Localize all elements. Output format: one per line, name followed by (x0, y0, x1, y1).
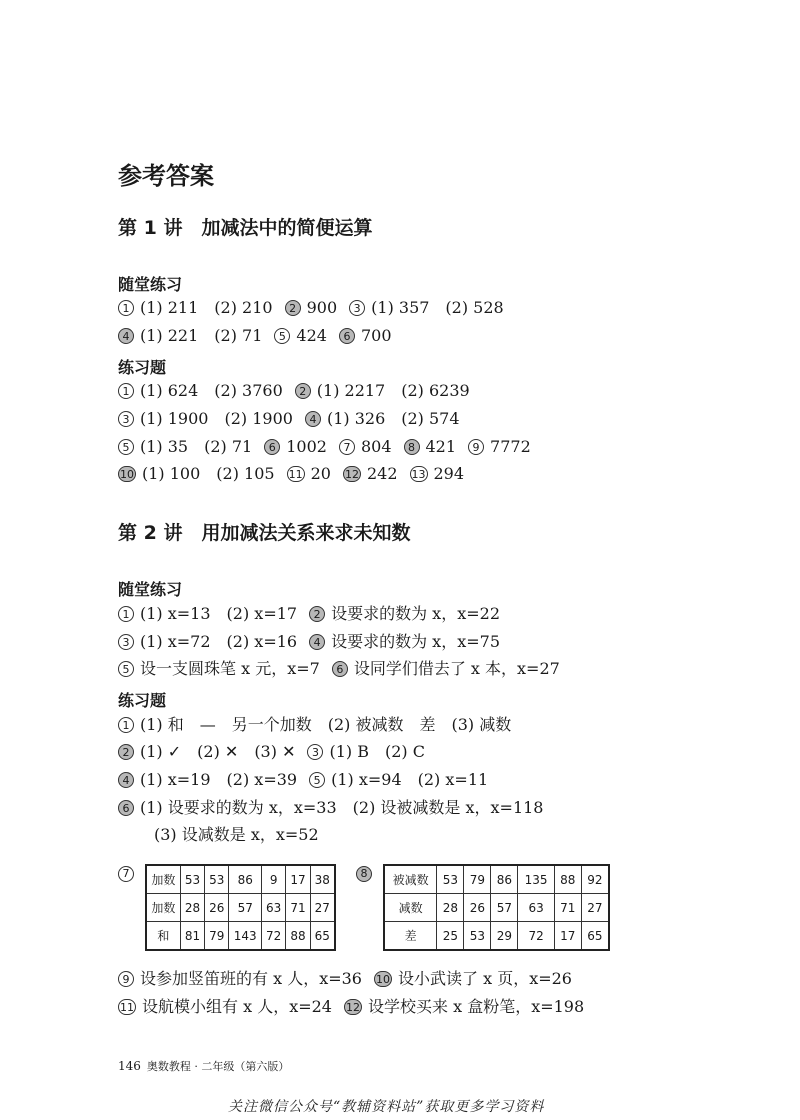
question-number: 5 (118, 439, 134, 455)
answer-item (374, 968, 572, 990)
question-number: 6 (118, 800, 134, 816)
answer-text: 设小武读了 x 页，x=26 (398, 969, 572, 988)
table-cell: 28 (180, 894, 204, 922)
answer-line (118, 769, 500, 791)
answer-text: 设同学们借去了 x 本，x=27 (353, 659, 560, 678)
table-cell: 63 (518, 894, 554, 922)
answer-text: 242 (366, 464, 398, 483)
lecture-1-title: 第 1 讲 加减法中的简便运算 (118, 217, 373, 239)
answer-text: 700 (360, 326, 392, 345)
answer-item (274, 325, 327, 347)
answer-text: 设一支圆珠笔 x 元，x=7 (140, 659, 320, 678)
question-number: 2 (309, 606, 325, 622)
answer-text: (1) 和 — 另一个加数 (2) 被减数 差 (3) 减数 (140, 715, 512, 734)
answer-text: 294 (433, 464, 465, 483)
table-cell: 57 (491, 894, 518, 922)
answer-item (118, 741, 295, 763)
answer-text: (1) 221 (2) 71 (140, 326, 263, 345)
table-cell: 38 (310, 865, 335, 894)
answer-line (118, 968, 584, 990)
lecture-2-title: 第 2 讲 用加减法关系来求未知数 (118, 522, 411, 544)
question-number: 5 (118, 661, 134, 677)
answer-text: (1) 设要求的数为 x，x=33 (2) 设被减数是 x，x=118 (140, 798, 544, 817)
answer-text: (1) 100 (2) 105 (142, 464, 275, 483)
table-cell: 86 (229, 865, 262, 894)
answer-line (118, 408, 472, 430)
row-header-cell: 减数 (384, 894, 437, 922)
answer-item (118, 797, 543, 819)
answer-line (118, 797, 555, 819)
question-number: 11 (288, 467, 303, 481)
table-row (146, 865, 335, 894)
answer-item (118, 769, 297, 791)
row-header-cell: 和 (146, 922, 180, 951)
answer-line (118, 996, 596, 1018)
question-number: 4 (118, 328, 134, 344)
page-title: 参考答案 (118, 162, 214, 190)
question-number: 3 (349, 300, 365, 316)
table-cell: 25 (437, 922, 464, 951)
answer-text: 设要求的数为 x，x=22 (331, 604, 500, 623)
answer-item (118, 968, 362, 990)
table-row (384, 922, 609, 951)
table-cell: 79 (464, 865, 491, 894)
question-number: 7 (118, 866, 134, 882)
table-7 (145, 864, 336, 951)
answer-line (118, 603, 512, 625)
answer-line (118, 297, 516, 319)
answer-text: 424 (296, 326, 327, 345)
answer-line (118, 658, 572, 680)
answer-item (343, 463, 398, 485)
question-number: 10 (120, 467, 134, 481)
table-cell: 79 (205, 922, 229, 951)
answer-line (118, 631, 512, 653)
table-7-number (118, 862, 140, 882)
answer-item (118, 436, 252, 458)
table-8-number (356, 862, 378, 882)
answer-item (118, 297, 273, 319)
table-cell: 28 (437, 894, 464, 922)
question-number: 6 (332, 661, 348, 677)
question-number: 12 (344, 467, 359, 481)
answer-item (339, 325, 392, 347)
table-cell: 88 (554, 865, 581, 894)
table-cell: 135 (518, 865, 554, 894)
table-row (384, 894, 609, 922)
answer-line (118, 741, 437, 763)
answer-text: 7772 (490, 437, 531, 456)
answer-text: (1) 357 (2) 528 (371, 298, 504, 317)
question-number: 5 (274, 328, 290, 344)
answer-item (264, 436, 327, 458)
question-number: 1 (118, 383, 134, 399)
question-number: 11 (120, 1000, 134, 1014)
answer-text: (1) 35 (2) 71 (140, 437, 253, 456)
table-cell: 53 (464, 922, 491, 951)
question-number: 12 (346, 1000, 360, 1014)
question-number: 4 (309, 634, 325, 650)
answer-item (339, 436, 392, 458)
table-cell: 53 (180, 865, 204, 894)
answer-item (118, 325, 262, 347)
question-number: 13 (411, 467, 426, 481)
question-number: 8 (404, 439, 420, 455)
table-cell: 86 (491, 865, 518, 894)
answer-item (332, 658, 560, 680)
table-cell: 92 (581, 865, 609, 894)
question-number: 2 (295, 383, 311, 399)
answer-text: 设航模小组有 x 人，x=24 (142, 997, 332, 1016)
answer-item (285, 297, 338, 319)
answer-item (309, 631, 500, 653)
question-number: 1 (118, 300, 134, 316)
answer-text: 804 (360, 437, 392, 456)
section-label: 练习题 (118, 358, 167, 377)
section-label: 随堂练习 (118, 580, 183, 599)
answer-item (118, 603, 297, 625)
page-number: 146 (118, 1059, 141, 1073)
table-cell: 81 (180, 922, 204, 951)
section-label: 练习题 (118, 691, 167, 710)
question-number: 3 (118, 411, 134, 427)
table-8 (383, 864, 610, 951)
question-number: 2 (118, 744, 134, 760)
question-number: 10 (376, 972, 390, 986)
answer-line (118, 325, 404, 347)
answer-text: 设要求的数为 x，x=75 (331, 632, 500, 651)
table-cell: 17 (554, 922, 581, 951)
table-cell: 53 (437, 865, 464, 894)
question-number: 9 (468, 439, 484, 455)
row-header-cell: 加数 (146, 865, 180, 894)
table-cell: 27 (310, 894, 335, 922)
answer-item (118, 631, 297, 653)
question-number: 1 (118, 606, 134, 622)
table-cell: 65 (581, 922, 609, 951)
page-footer (118, 1058, 289, 1074)
question-number: 7 (339, 439, 355, 455)
answer-text: (1) x=13 (2) x=17 (140, 604, 298, 623)
answer-item (305, 408, 460, 430)
table-cell: 71 (554, 894, 581, 922)
question-number: 3 (118, 634, 134, 650)
question-number: 5 (309, 772, 325, 788)
answer-item (118, 463, 275, 485)
table-cell: 17 (286, 865, 310, 894)
section-label: 随堂练习 (118, 275, 183, 294)
question-number: 2 (285, 300, 301, 316)
answer-line (118, 436, 543, 458)
answer-item (410, 463, 465, 485)
answer-text: (1) 326 (2) 574 (326, 409, 460, 428)
answer-item (309, 769, 488, 791)
table-cell: 72 (262, 922, 286, 951)
table-cell: 72 (518, 922, 554, 951)
table-cell: 71 (286, 894, 310, 922)
answer-line (118, 380, 482, 402)
row-header-cell: 差 (384, 922, 437, 951)
answer-item (307, 741, 425, 763)
answer-item (154, 824, 319, 846)
table-cell: 65 (310, 922, 335, 951)
answer-text: 1002 (286, 437, 327, 456)
answer-item (309, 603, 500, 625)
answer-line (118, 714, 523, 736)
answer-text: 421 (425, 437, 457, 456)
answer-item (404, 436, 457, 458)
table-cell: 26 (464, 894, 491, 922)
table-cell: 29 (491, 922, 518, 951)
answer-text: (1) 624 (2) 3760 (140, 381, 283, 400)
question-number: 4 (118, 772, 134, 788)
answer-text: 设参加竖笛班的有 x 人，x=36 (140, 969, 362, 988)
table-row (146, 922, 335, 951)
row-header-cell: 加数 (146, 894, 180, 922)
question-number: 1 (118, 717, 134, 733)
table-cell: 9 (262, 865, 286, 894)
answer-text: 20 (310, 464, 331, 483)
table-cell: 63 (262, 894, 286, 922)
row-header-cell: 被减数 (384, 865, 437, 894)
answer-item (118, 658, 320, 680)
answer-item (287, 463, 331, 485)
table-cell: 88 (286, 922, 310, 951)
question-number: 6 (339, 328, 355, 344)
table-cell: 143 (229, 922, 262, 951)
answer-item (349, 297, 504, 319)
answer-item (468, 436, 531, 458)
answer-item (344, 996, 584, 1018)
answer-text: 900 (306, 298, 338, 317)
answer-text: (1) x=19 (2) x=39 (140, 770, 298, 789)
answer-item (118, 408, 293, 430)
answer-item (118, 714, 511, 736)
answer-text: (1) 1900 (2) 1900 (140, 409, 293, 428)
table-row (384, 865, 609, 894)
book-title: 奥数教程 · 二年级（第六版） (146, 1060, 290, 1073)
answer-text: (1) x=72 (2) x=16 (140, 632, 298, 651)
answer-text: (1) 2217 (2) 6239 (316, 381, 470, 400)
answer-line (118, 463, 476, 485)
answer-item (118, 996, 332, 1018)
answer-text: (3) 设减数是 x，x=52 (154, 825, 319, 844)
table-row (146, 894, 335, 922)
table-cell: 57 (229, 894, 262, 922)
answer-line (154, 824, 331, 846)
watermark: 关注微信公众号“教辅资料站”获取更多学习资料 (228, 1099, 545, 1115)
answer-item (295, 380, 470, 402)
answer-text: (1) B (2) C (329, 742, 425, 761)
answer-text: (1) ✓ (2) ✕ (3) ✕ (140, 742, 296, 761)
answer-text: (1) 211 (2) 210 (140, 298, 273, 317)
answer-text: 设学校买来 x 盒粉笔，x=198 (368, 997, 585, 1016)
table-cell: 27 (581, 894, 609, 922)
question-number: 3 (307, 744, 323, 760)
question-number: 6 (264, 439, 280, 455)
answer-text: (1) x=94 (2) x=11 (331, 770, 489, 789)
question-number: 9 (118, 971, 134, 987)
answer-item (118, 380, 283, 402)
question-number: 4 (305, 411, 321, 427)
question-number: 8 (356, 866, 372, 882)
table-cell: 26 (205, 894, 229, 922)
table-cell: 53 (205, 865, 229, 894)
